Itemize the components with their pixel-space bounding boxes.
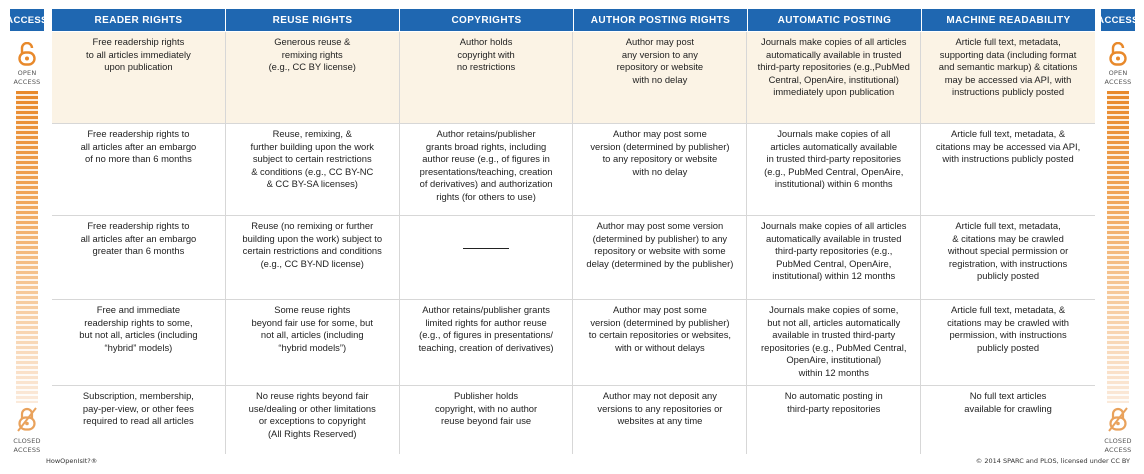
table-cell: Author retains/publisher grants broad rights, including author reuse (e.g., of figures in presentations/teaching, creation of derivatives) and authorization rights (for others to use)	[400, 124, 574, 215]
table-cell: Journals make copies of all articles automatically available in trusted third-party repositories (e.g., PubMed Central, OpenAire, institutional) within 6 months	[747, 124, 921, 215]
table-cell: Free readership rights to all articles after an embargo greater than 6 months	[52, 216, 226, 299]
table-cell: Publisher holds copyright, with no author reuse beyond fair use	[400, 386, 574, 454]
header-automatic-posting: AUTOMATIC POSTING	[748, 9, 921, 31]
empty-rule-divider	[463, 248, 509, 249]
table-cell: Author may not deposit any versions to any repositories or websites at any time	[573, 386, 747, 454]
closed-lock-crossed-icon	[16, 405, 38, 433]
table-row	[52, 32, 1095, 124]
table-cell: Reuse, remixing, & further building upon the work subject to certain restrictions & conditions (e.g., CC BY-NC & CC BY-SA licenses)	[226, 124, 400, 215]
table-cell: Article full text, metadata, & citations may be accessed via API, with instructions publicly posted	[935, 128, 1081, 165]
table-cell: Author holds copyright with no restrictions	[400, 32, 574, 123]
open-lock-icon	[18, 42, 36, 66]
table-row	[52, 300, 1095, 386]
table-cell: Author retains/publisher grants limited rights for author reuse (e.g., of figures in presentations/ teaching, creation of derivatives)	[400, 300, 574, 385]
openness-gradient-bar	[16, 91, 38, 403]
table-cell: Journals make copies of all articles automatically available in trusted third-party repositories (e.g.,PubMed Central, OpenAire, institutional) immediately upon publication	[747, 32, 921, 123]
table-cell: Reuse (no remixing or further building upon the work) subject to certain restrictions and conditions (e.g., CC BY-ND license)	[226, 216, 400, 299]
table-cell: Free and immediate readership rights to some, but not all, articles (including “hybrid” models)	[52, 300, 226, 385]
table-cell: Author may post any version to any repository or website with no delay	[573, 32, 747, 123]
table-body	[52, 32, 1095, 454]
closed-label-line1: CLOSED	[13, 437, 41, 445]
table-row	[52, 216, 1095, 300]
open-label-line1: OPEN	[1108, 69, 1128, 77]
table-cell: Article full text, metadata, & citations may be crawled without special permission or registration, with instructions publicly posted	[947, 220, 1069, 282]
table-cell: Journals make copies of all articles automatically available in trusted third-party repositories (e.g., PubMed Central, OpenAire, institutional) within 12 months	[747, 216, 921, 299]
table-cell: Article full text, metadata, supporting data (including format and semantic markup) & citations may be accessed via API, with instructions publicly posted	[938, 36, 1078, 98]
open-label-line2: ACCESS	[1104, 78, 1132, 86]
access-column-left	[6, 9, 48, 454]
footer-copyright: © 2014 SPARC and PLOS, licensed under CC BY	[975, 457, 1130, 465]
table-cell: No reuse rights beyond fair use/dealing or other limitations or exceptions to copyright (All Rights Reserved)	[226, 386, 400, 454]
openness-gradient-bar	[1107, 91, 1129, 403]
table-cell: Generous reuse & remixing rights (e.g., CC BY license)	[226, 32, 400, 123]
table-cell: No full text articles available for crawling	[964, 390, 1052, 414]
table-cell: Journals make copies of some, but not all, articles automatically available in trusted third-party repositories (e.g., PubMed Central, OpenAire, institutional) within 12 months	[747, 300, 921, 385]
table-header-row	[52, 9, 1095, 31]
header-machine-readability: MACHINE READABILITY	[922, 9, 1095, 31]
table-cell-empty	[400, 216, 574, 299]
open-label-line1: OPEN	[17, 69, 37, 77]
closed-lock-crossed-icon	[1107, 405, 1129, 433]
open-lock-icon	[1109, 42, 1127, 66]
table-cell: Author may post some version (determined by publisher) to any repository or website with no delay	[573, 124, 747, 215]
access-header-left: ACCESS	[10, 9, 44, 31]
table-cell: Some reuse rights beyond fair use for some, but not all, articles (including “hybrid models”)	[226, 300, 400, 385]
footer-brand: HowOpenIsIt?®	[46, 457, 98, 465]
closed-label-line2: ACCESS	[13, 446, 41, 454]
closed-label-line2: ACCESS	[1104, 446, 1132, 454]
table-row	[52, 124, 1095, 216]
header-reuse-rights: REUSE RIGHTS	[226, 9, 399, 31]
access-column-right	[1097, 9, 1139, 454]
table-cell: Author may post some version (determined by publisher) to any repository or website with some delay (determined by the publisher)	[573, 216, 747, 299]
header-copyrights: COPYRIGHTS	[400, 9, 573, 31]
open-label-line2: ACCESS	[13, 78, 41, 86]
table-cell: Article full text, metadata, & citations may be crawled with permission, with instructions publicly posted	[947, 304, 1070, 353]
header-reader-rights: READER RIGHTS	[52, 9, 225, 31]
table-cell: Free readership rights to all articles after an embargo of no more than 6 months	[52, 124, 226, 215]
table-row	[52, 386, 1095, 454]
header-author-posting-rights: AUTHOR POSTING RIGHTS	[574, 9, 747, 31]
table-cell: Author may post some version (determined by publisher) to certain repositories or websites, with or without delays	[573, 300, 747, 385]
table-cell: Free readership rights to all articles immediately upon publication	[52, 32, 226, 123]
access-header-right: ACCESS	[1101, 9, 1135, 31]
closed-label-line1: CLOSED	[1104, 437, 1132, 445]
table-cell: Subscription, membership, pay-per-view, or other fees required to read all articles	[52, 386, 226, 454]
openness-spectrum-table	[52, 9, 1095, 454]
table-cell: No automatic posting in third-party repositories	[747, 386, 921, 454]
